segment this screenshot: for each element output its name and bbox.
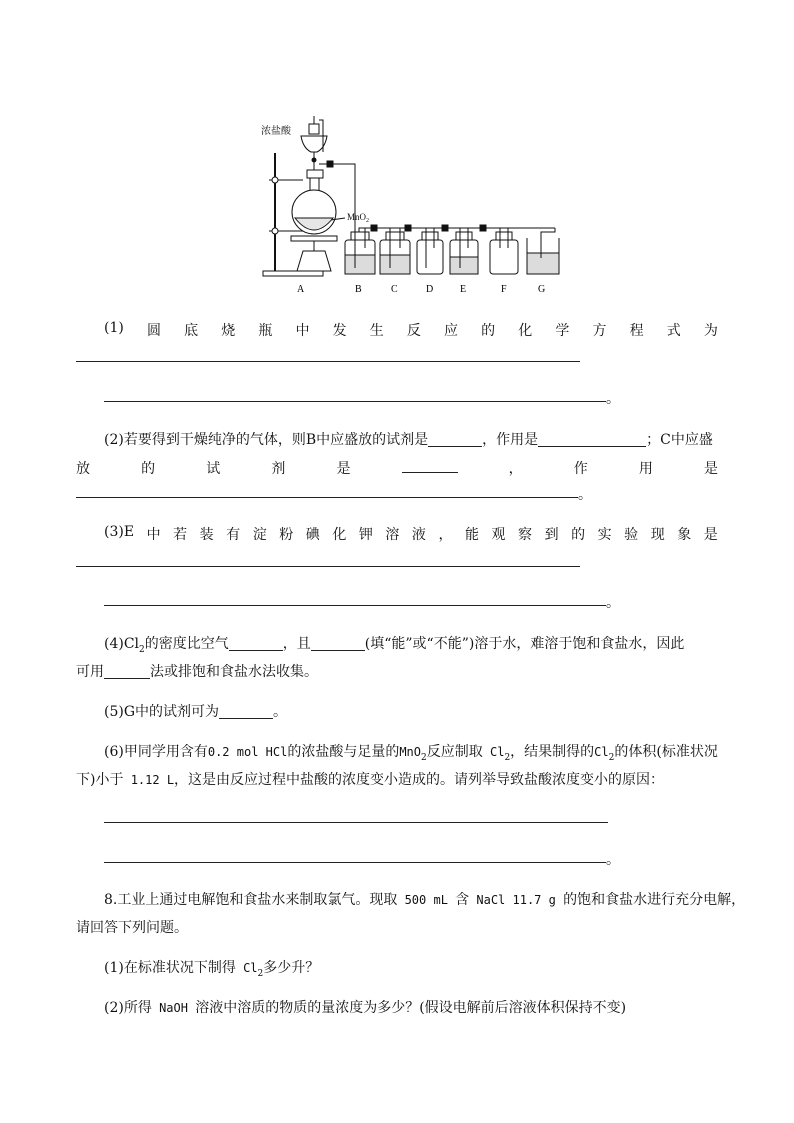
- q4-blank-solubility: [311, 636, 365, 651]
- q6-segment: 2: [608, 752, 615, 763]
- bottle-D: [417, 228, 443, 274]
- q6-segment: ，结果制得的: [510, 744, 595, 760]
- label-C: C: [391, 284, 398, 295]
- q3-char: 观: [491, 527, 506, 543]
- q3-char: 有: [226, 527, 241, 543]
- mno2-label: MnO: [347, 212, 367, 222]
- q6-segment: 反应制取: [426, 744, 483, 760]
- q6-segment: 的浓盐酸与足量的: [287, 744, 400, 760]
- q6-answer-line-2: [104, 862, 606, 863]
- apparatus-figure: [255, 108, 565, 298]
- q6-segment: 2: [421, 752, 427, 763]
- q1-char: 反: [406, 323, 421, 339]
- q3-end-mark: 。: [606, 595, 620, 611]
- q8-line-1: 8.工业上通过电解饱和食盐水来制取氯气。现取 500 mL 含 NaCl 11.7 g 的饱和食盐水进行充分电解，: [104, 892, 746, 908]
- beaker-G: [527, 228, 559, 274]
- q6-answer-line-1: [104, 822, 608, 823]
- q3-char: 验: [624, 527, 639, 543]
- q2-end-mark: 。: [578, 487, 592, 503]
- q3-char: (3)E: [104, 524, 135, 540]
- label-F: F: [501, 284, 507, 295]
- q1-char: (1): [104, 320, 124, 336]
- q1-answer-line-1: [76, 361, 580, 362]
- q1-end-mark: 。: [606, 391, 620, 407]
- q2-answer-line: [76, 497, 578, 498]
- q3-char: 是: [703, 527, 718, 543]
- label-D: D: [426, 284, 434, 295]
- q6-segment: (6)甲同学用含有: [104, 744, 208, 760]
- q2-line-2: [76, 458, 718, 478]
- q8-line-2: 请回答下列问题。: [76, 920, 188, 936]
- q5-blank: [219, 704, 273, 719]
- q1-char: 化: [518, 323, 533, 339]
- bottle-B: [345, 228, 375, 274]
- q3-char: 钾: [358, 527, 373, 543]
- q2-char: 作: [573, 461, 588, 477]
- q1-char: 式: [666, 323, 681, 339]
- q1-char: 应: [443, 323, 458, 339]
- q1-answer-line-2: [104, 401, 606, 402]
- q1-char: 发: [332, 323, 347, 339]
- q4-blank-method: [104, 664, 150, 679]
- bottle-C: [380, 228, 410, 274]
- q1-char: 方: [592, 323, 607, 339]
- stand-base: [263, 271, 323, 276]
- q2-char: ，: [508, 461, 523, 477]
- label-G: G: [538, 284, 546, 295]
- q3-char: 能: [464, 527, 479, 543]
- reagent-label: 浓盐酸: [261, 126, 291, 137]
- q3-char: 溶: [385, 527, 400, 543]
- q3-char: 到: [544, 527, 559, 543]
- q2-char: 是: [336, 461, 351, 477]
- q4-line-2: 可用 法或排饱和食盐水法收集。: [76, 664, 318, 680]
- q4-line-1: $(4)Cl_2$的密度比空气 ，且 (填“能”或“不能”)溶于水，难溶于饱和食盐水，因此: [104, 636, 685, 655]
- q2-char: 用: [638, 461, 653, 477]
- q8-part-1: (1)在标准状况下制得 $Cl_2$多少升？: [104, 960, 320, 979]
- q3-char: 现: [650, 527, 665, 543]
- q6-segment: 0.2 mol HCl: [207, 745, 288, 759]
- q1-char: 程: [629, 323, 644, 339]
- q1-char: 烧: [221, 323, 236, 339]
- q6-segment: Cl: [594, 745, 609, 759]
- q4-blank-density: [229, 636, 283, 651]
- svg-text:MnO2: MnO$_2$: [347, 212, 370, 224]
- q3-char: 象: [677, 527, 692, 543]
- q2-char: 剂: [271, 461, 286, 477]
- q6-segment: MnO: [399, 745, 422, 759]
- q2-blank: [402, 458, 458, 473]
- q1-line: [104, 320, 718, 340]
- q1-char: 圆: [146, 323, 161, 339]
- q2-line-1: (2)若要得到干燥纯净的气体，则B中应盛放的试剂是 ，作用是 ；C中应盛: [104, 432, 713, 448]
- q1-char: 为: [703, 323, 718, 339]
- q2-char: 的: [141, 461, 156, 477]
- q1-char: 瓶: [258, 323, 273, 339]
- q1-char: 中: [295, 323, 310, 339]
- alcohol-lamp: [297, 251, 331, 271]
- q3-char: 实: [597, 527, 612, 543]
- q2-char: 放: [76, 461, 90, 477]
- q6-segment: 的体积(标准状况: [614, 744, 718, 760]
- bottle-E: [450, 228, 478, 274]
- label-B: B: [355, 284, 362, 295]
- q3-char: 化: [332, 527, 347, 543]
- bottle-F: [490, 228, 518, 274]
- q3-answer-line-2: [104, 605, 606, 606]
- q1-char: 底: [184, 323, 199, 339]
- q8-part-2: (2)所得 NaOH 溶液中溶质的物质的量浓度为多少？(假设电解前后溶液体积保持不变): [104, 1000, 627, 1016]
- q1-char: 生: [369, 323, 384, 339]
- q3-char: 若: [173, 527, 188, 543]
- q6-segment: 2: [504, 752, 511, 763]
- q5-line: (5)G中的试剂可为 。: [104, 704, 288, 720]
- q3-char: 碘: [305, 527, 320, 543]
- q3-line: [104, 524, 718, 544]
- q2-char: 试: [206, 461, 221, 477]
- q3-char: 粉: [279, 527, 294, 543]
- q3-char: 中: [146, 527, 161, 543]
- q2-blank-b-reagent: [428, 432, 482, 447]
- q3-char: ，: [438, 527, 453, 543]
- q6-end-mark: 。: [606, 852, 620, 868]
- q2-blank-b-purpose: [538, 432, 646, 447]
- label-E: E: [460, 284, 467, 295]
- q1-char: 的: [481, 323, 496, 339]
- q3-char: 淀: [252, 527, 267, 543]
- q6-line-1: [104, 741, 718, 763]
- q1-char: 学: [555, 323, 570, 339]
- q6-line-2: 下)小于 1.12 L，这是由反应过程中盐酸的浓度变小造成的。请列举导致盐酸浓度变小的原因：: [76, 772, 665, 788]
- q3-char: 的: [571, 527, 586, 543]
- q3-char: 察: [518, 527, 533, 543]
- q3-char: 装: [199, 527, 214, 543]
- q6-segment: Cl: [482, 745, 505, 759]
- q3-char: 液: [411, 527, 426, 543]
- q3-answer-line-1: [76, 566, 580, 567]
- label-A: A: [297, 284, 305, 295]
- q2-char: 是: [703, 461, 718, 477]
